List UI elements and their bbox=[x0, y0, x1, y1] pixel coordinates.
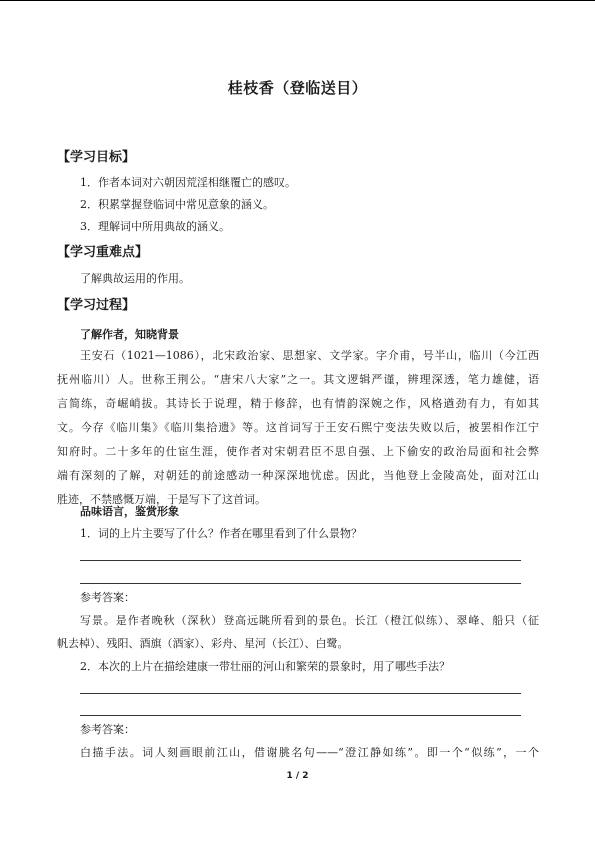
author-paragraph-line: 抚州临川）人。世称王荆公。“唐宋八大家”之一。其文逻辑严谨，辨理深透，笔力雄健，语 bbox=[57, 373, 539, 386]
objectives-heading: 【学习目标】 bbox=[57, 150, 136, 165]
author-paragraph-line: 文。今存《临川集》《临川集拾遗》等。这首词写于王安石熙宁变法失败以后，被罢相作江宁 bbox=[57, 421, 539, 434]
author-paragraph-line: 胜迹，不禁感慨万端，于是写下了这首词。 bbox=[57, 493, 266, 506]
objective-item: 1．作者本词对六朝因荒淫相继覆亡的感叹。 bbox=[80, 176, 296, 189]
answer-2-line: 白描手法。词人刻画眼前江山，借谢朓名句——“澄江静如练”。即一个“似练”，一个 bbox=[80, 746, 539, 759]
answer-line[interactable] bbox=[80, 693, 521, 694]
author-subheading: 了解作者，知晓背景 bbox=[80, 328, 179, 341]
process-heading: 【学习过程】 bbox=[57, 298, 136, 313]
author-paragraph-line: 端有深刻的了解，对朝廷的前途感动一种深深地忧虑。因此，当他登上金陵高处，面对江山 bbox=[57, 469, 539, 482]
page-number: 1 / 2 bbox=[286, 771, 309, 781]
page-title: 桂枝香（登临送目） bbox=[227, 79, 368, 97]
author-paragraph-line: 知府时。二十多年的仕宦生涯，使作者对宋朝君臣不思自强、上下偷安的政治局面和社会弊 bbox=[57, 445, 539, 458]
question-1: 1．词的上片主要写了什么？作者在哪里看到了什么景物？ bbox=[80, 527, 362, 540]
answer-label: 参考答案： bbox=[80, 723, 135, 736]
answer-label: 参考答案： bbox=[80, 591, 135, 604]
objective-item: 3．理解词中所用典故的涵义。 bbox=[80, 220, 230, 233]
answer-line[interactable] bbox=[80, 715, 521, 716]
answer-line[interactable] bbox=[80, 583, 521, 584]
answer-1-line: 帆去棹）、残阳、酒旗（酒家）、彩舟、星河（长江）、白鹭。 bbox=[57, 637, 349, 650]
author-paragraph-line: 王安石（1021—1086），北宋政治家、思想家、文学家。字介甫，号半山，临川（今江西 bbox=[80, 349, 539, 362]
key-points-text: 了解典故运用的作用。 bbox=[80, 272, 190, 285]
objective-item: 2．积累掌握登临词中常见意象的涵义。 bbox=[80, 198, 274, 211]
top-rule bbox=[0, 0, 595, 1]
key-points-heading: 【学习重难点】 bbox=[57, 245, 149, 260]
question-2: 2．本次的上片在描绘建康一带壮丽的河山和繁荣的景象时，用了哪些手法？ bbox=[80, 660, 450, 673]
appreciation-subheading: 品味语言，鉴赏形象 bbox=[80, 505, 179, 518]
answer-line[interactable] bbox=[80, 560, 521, 561]
answer-1-line: 写景。是作者晚秋（深秋）登高远眺所看到的景色。长江（橙江似练）、翠峰、船只（征 bbox=[80, 614, 539, 627]
author-paragraph-line: 言简练，奇崛峭拔。其诗长于说理，精于修辞，也有情韵深婉之作，风格遒劲有力，有如其 bbox=[57, 397, 539, 410]
